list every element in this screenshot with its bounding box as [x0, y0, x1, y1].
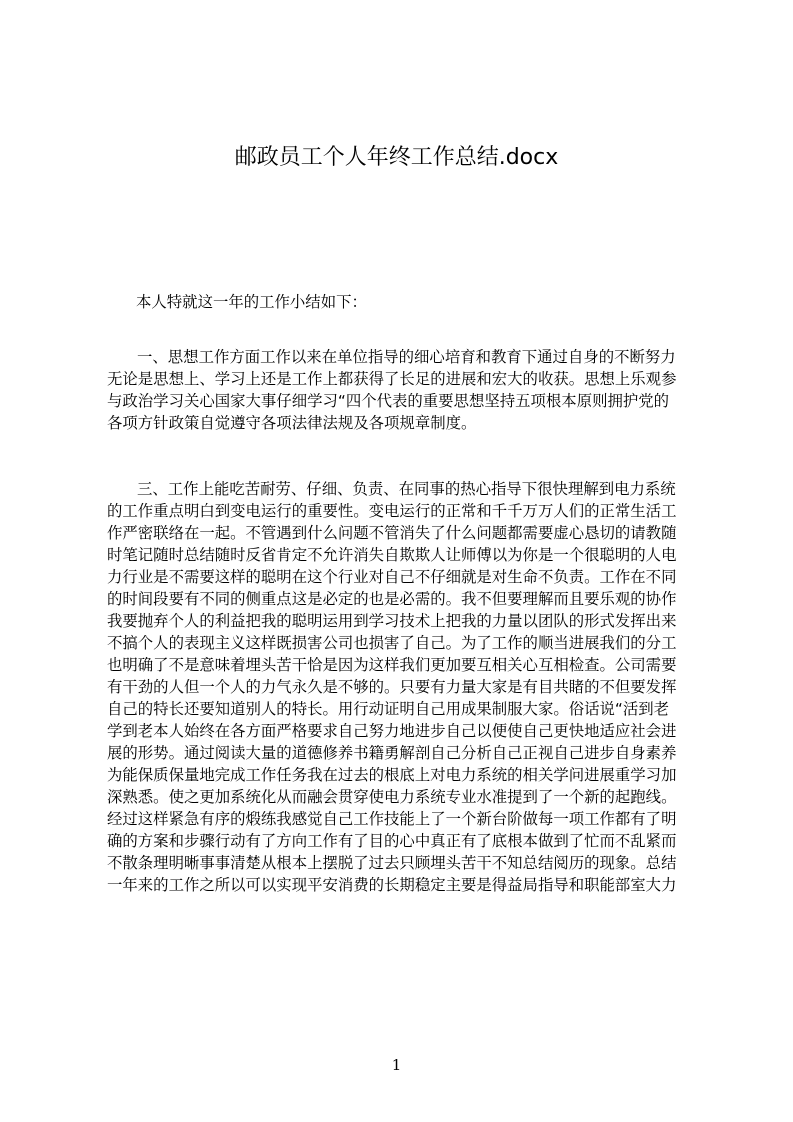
paragraph-line: 的工作重点明白到变电运行的重要性。变电运行的正常和千千万万人们的正常生活工: [107, 502, 677, 520]
paragraph-line: 我要抛弃个人的利益把我的聪明运用到学习技术上把我的力量以团队的形式发挥出来: [107, 612, 677, 630]
paragraph-line: 作严密联络在一起。不管遇到什么问题不管消失了什么问题都需要虚心恳切的请教随: [107, 524, 677, 542]
paragraph-line: 一年来的工作之所以可以实现平安消费的长期稳定主要是得益局指导和职能部室大力: [107, 876, 677, 894]
paragraph-line: 展的形势。通过阅读大量的道德修养书籍勇解剖自己分析自己正视自己进步自身素养: [107, 744, 677, 762]
paragraph-line: 与政治学习关心国家大事仔细学习“四个代表的重要思想坚持五项根本原则拥护党的: [107, 392, 670, 410]
paragraph-line: 学到老本人始终在各方面严格要求自己努力地进步自己以便使自己更快地适应社会进: [107, 722, 677, 740]
paragraph-line: 一、思想工作方面工作以来在单位指导的细心培育和教育下通过自身的不断努力: [137, 348, 676, 366]
paragraph-line: 确的方案和步骤行动有了方向工作有了目的心中真正有了底根本做到了忙而不乱紧而: [107, 832, 677, 850]
page-number: 1: [391, 1056, 402, 1074]
intro-line: 本人特就这一年的工作小结如下：: [136, 293, 367, 311]
paragraph-line: 三、工作上能吃苦耐劳、仔细、负责、在同事的热心指导下很快理解到电力系统: [137, 480, 676, 498]
paragraph-line: 有干劲的人但一个人的力气永久是不够的。只要有力量大家是有目共睹的不但要发挥: [107, 678, 677, 696]
paragraph-line: 力行业是不需要这样的聪明在这个行业对自己不仔细就是对生命不负责。工作在不同: [107, 568, 677, 586]
paragraph-line: 为能保质保量地完成工作任务我在过去的根底上对电力系统的相关学问进展重学习加: [107, 766, 677, 784]
paragraph-line: 的时间段要有不同的侧重点这是必定的也是必需的。我不但要理解而且要乐观的协作: [107, 590, 677, 608]
paragraph-line: 无论是思想上、学习上还是工作上都获得了长足的进展和宏大的收获。思想上乐观参: [107, 370, 677, 388]
paragraph-line: 也明确了不是意味着埋头苦干恰是因为这样我们更加要互相关心互相检查。公司需要: [107, 656, 677, 674]
paragraph-line: 各项方针政策自觉遵守各项法律法规及各项规章制度。: [107, 414, 477, 432]
paragraph-line: 不搞个人的表现主义这样既损害公司也损害了自己。为了工作的顺当进展我们的分工: [107, 634, 677, 652]
paragraph-thought-work: [107, 346, 701, 434]
paragraph-line: 经过这样紧急有序的煅练我感觉自己工作技能上了一个新台阶做每一项工作都有了明: [107, 810, 677, 828]
paragraph-work-attitude: [107, 478, 701, 896]
paragraph-line: 时笔记随时总结随时反省肯定不允许消失自欺欺人让师傅以为你是一个很聪明的人电: [107, 546, 677, 564]
paragraph-line: 深熟悉。使之更加系统化从而融会贯穿使电力系统专业水准提到了一个新的起跑线。: [107, 788, 677, 806]
paragraph-line: 不散条理明晰事事清楚从根本上摆脱了过去只顾埋头苦干不知总结阅历的现象。总结: [107, 854, 677, 872]
paragraph-line: 自己的特长还要知道别人的特长。用行动证明自己用成果制服大家。俗话说“活到老: [107, 700, 670, 718]
document-title: 邮政员工个人年终工作总结.docx: [234, 145, 559, 170]
